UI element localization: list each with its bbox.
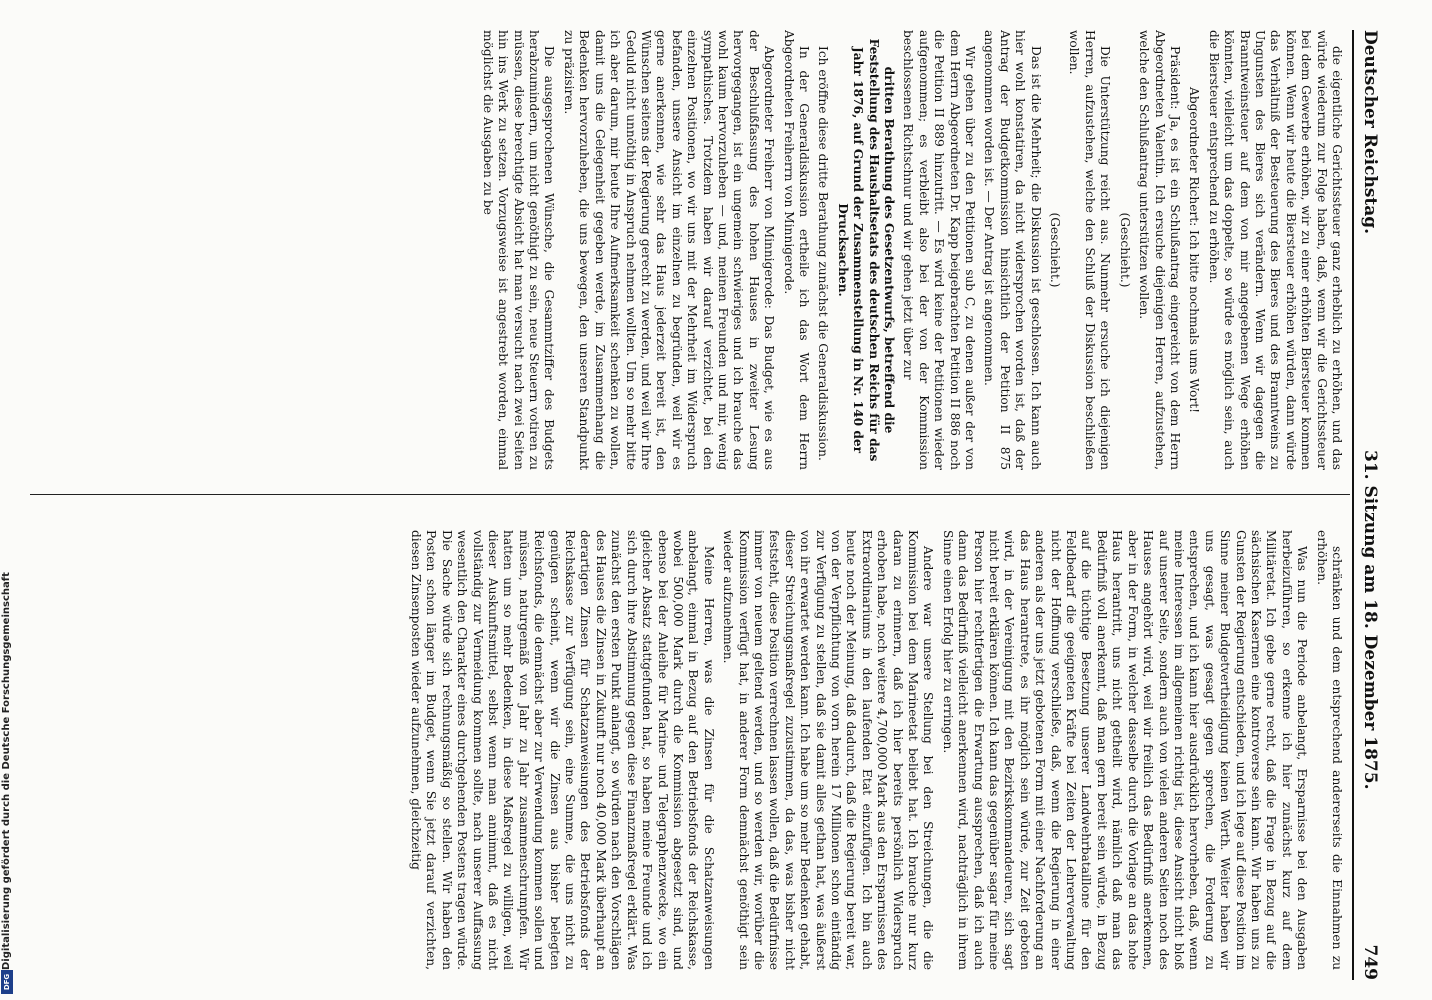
paragraph: Das ist die Mehrheit; die Diskussion ist geschlossen. Ich kann auch hier wohl konstatiren, da nicht widersprochen worden ist, daß der Antrag der Budgetkommission hinsichtlich der Petition II 875 angenommen worden ist. — Der Antrag ist angenommen.: [982, 30, 1043, 470]
stage-direction: (Geschieht.): [1117, 212, 1132, 288]
paragraph: schränken und dem entsprechend andererseits die Einnahmen zu erhöhen.: [1314, 530, 1344, 970]
paragraph: Ich eröffne diese dritte Berathung zunächst die Generaldiskussion.: [816, 46, 831, 461]
header-page-number: 749: [1360, 944, 1380, 980]
header-publication: Deutscher Reichstag.: [1360, 30, 1380, 235]
paragraph: Meine Herren, was die Zinsen für die Schatzanweisungen anbelangt, einmal in Bezug auf den Betriebsfonds der Reichskasse, wobei 500,000 Mark durch die Kommission abgesetzt sind, und ebenso bei der Anleihe für Marine- und Telegraphenzwecke, wo ein gleicher Absatz stattgefunden hat, so haben meine Freunde und ich sich durch ihre Abstimmung gegen diese Finanzmaßregel erklärt. Was zunächst den ersten Punkt anlangt, so würden nach den Vorschlägen des Hauses die Zinsen in Zukunft nur noch 40,000 Mark überhaupt an derartigen Zinsen für Schatzanweisungen des Betriebsfonds der Reichskasse zur Verfügung sein, eine Summe, die uns nicht zu genügen scheint, wenn wir die Zinsen aus bisher belegten Reichsfonds, die demnächst aber zur Verwendung kommen sollen und müssen, naturgemäß von Jahr zu Jahr zusammenschrumpfen. Wir hatten um so mehr Bedenken, in diese Maßregel zu willigen, weil dieser Auskunftsmittel, selbst wenn man annimmt, daß es nicht vollständig zur Vermeidung kommen sollte, nach unserer Auffassung wesentlich den Charakter eines durchgehenden Postens tragen würde. Die Sache würde sich rechnungsmäßig so stellen. Wir haben den Posten schon länger im Budget, wenn Sie jetzt darauf verzichten, diesen Zinsenposten wieder aufzunehmen, gleichzeitig: [409, 530, 716, 970]
dfg-logo-text: DFG: [3, 973, 11, 991]
digitization-credit-text: Digitalisierung gefördert durch die Deutsche Forschungsgemeinschaft: [1, 572, 12, 970]
agenda-heading: dritten Berathung des Gesetzentwurfs, betreffend die Feststellung des Haushaltsetats des deutschen Reichs für das Jahr 1876, auf Grund der Zusammenstellung in Nr. 140 der Drucksachen.: [835, 38, 897, 462]
paragraph: Präsident: Ja, es ist ein Schlußantrag eingereicht von dem Herrn Abgeordneten Valentin. Ich ersuche diejenigen Herren, aufzustehen, welche den Schlußantrag unterstützen wollen.: [1137, 30, 1182, 470]
left-text-column: [54, 30, 1344, 470]
stage-direction: (Geschieht.): [1048, 212, 1063, 288]
column-divider: [30, 494, 1350, 495]
paragraph: Abgeordneter Freiherr von Minnigerode: Das Budget, wie es aus der Beschlußfassung des hohen Hauses in zweiter Lesung hervorgegangen, ist ein ungemein schwieriges und ich brauche das wohl kaum hervorzuheben — und, meinen Freunden und mir, wenig sympathisches. Trotzdem haben wir darauf verzichtet, bei den einzelnen Positionen, wo wir uns mit der Mehrheit im Widerspruch befanden, unsere Ansicht im einzelnen zu begründen, weil wir es gerne anerkennen, wie sehr das Haus jederzeit bereit ist, den Wünschen seitens der Regierung gerecht zu werden, und weil wir Ihre Geduld nicht unnöthig in Anspruch nehmen wollten. Um so mehr bitte ich aber darum, mir heute Ihre Aufmerksamkeit schenken zu wollen, damit uns die Gelegenheit gegeben werde, im Zusammenhang die Bedenken hervorzuheben, die uns bewegen, den unseren Standpunkt zu präzisiren.: [561, 30, 777, 470]
right-text-column: [54, 530, 1344, 970]
header-session: 31. Sitzung am 18. Dezember 1875.: [1360, 450, 1380, 790]
paragraph: die eigentliche Gerichtssteuer ganz erheblich zu erhöhen, und das würde wiederum zur Folge haben, daß, wenn wir die Gerichtssteuer bei dem Gewerbe erhöhen, wir zu einer erhöhten Biersteuer kommen können. Wenn wir heute die Biersteuer erhöhen würden, dann würde das Verhältniß der Besteuerung des Bieres und des Branntweins zu Ungunsten des Bieres sich verändern. Wenn wir dagegen die Branntweinsteuer auf dem von mir angegebenen Wege erhöhen könnten, vielleicht um das doppelte, so würde es möglich sein, auch die Biersteuer entsprechend zu erhöhen.: [1206, 30, 1344, 470]
paragraph: Andere war unsere Stellung bei den Streichungen, die die Kommission bei dem Marineetat beliebt hat. Ich brauche nur kurz daran zu erinnern, daß ich hier bereits persönlich Widerspruch erhoben habe, noch weitere 4,700,000 Mark aus den Ersparnissen des Extraordinariums in den laufenden Etat einzufügen. Ich bin auch heute noch der Meinung, daß dadurch, daß die Regierung bereit war, von der Verpflichtung von vorn herein 17 Millionen schon eintändig zur Verfügung zu stellen, daß sie damit alles gethan hat, was äußerst von ihr erwartet werden kann. Ich habe um so mehr Bedenken gehabt, dieser Streichungsmaßregel zuzustimmen, da das, was bisher nicht feststeht, diese Position verrechnen lassen wollen, daß die Bedürfnisse immer von neuem geltend werden, und so werden wir, worüber die Kommission verfügt hat, in anderer Form demnächst genöthigt sein wieder aufzunehmen.: [721, 530, 936, 970]
paragraph: Die ausgesprochenen Wünsche, die Gesammtziffer des Budgets herabzumindern, um nicht genöthigt zu sein, neue Steuern votiren zu müssen, diese berechtigte Absicht hat man versucht nach zwei Seiten hin ins Werk zu setzen. Vorzugsweise ist angestrebt worden, einmal möglichst die Ausgaben zu be: [480, 30, 557, 470]
page-header: [1352, 30, 1384, 980]
paragraph: Wir gehen über zu den Petitionen sub C, zu denen außer der von dem Herrn Abgeordneten Dr. Kapp beigebrachten Petition II 886 noch die Petition II 889 hinzutritt. — Es wird keine der Petitionen wieder aufgenommen; es verbleibt also bei der von der Kommission beschlossenen Richtschnur und wir gehen jetzt über zur: [901, 30, 978, 470]
paragraph: Die Unterstützung reicht aus. Nunmehr ersuche ich diejenigen Herren, aufzustehen, welche den Schluß der Diskussion beschließen wollen.: [1067, 30, 1113, 470]
paragraph: Abgeordneter Richert: Ich bitte nochmals ums Wort!: [1187, 87, 1202, 413]
paragraph: In der Generaldiskussion ertheile ich das Wort dem Herrn Abgeordneten Freiherrn von Minnigerode.: [781, 30, 811, 470]
paragraph: Was nun die Periode anbelangt, Ersparnisse bei den Ausgaben herbeizuführen, so erkenne ich hier zunächst kurz auf dem Militäretat. Ich gebe gerne recht, daß die Frage in Bezug auf die sächsischen Kasernen eine kontroverse sein kann. Wir haben uns zu Gunsten der Regierung entschieden, und ich lege auf diese Position im Sinne meiner Budgetvertheidigung keinen Werth. Weiter haben wir uns gesagt, was gesagt gegen sprechen, die Forderung zu entsprechen, und ich kann hier ausdrücklich hervorheben, daß, wenn meine Interessen im allgemeinen richtig ist, diese Ansicht nicht bloß auf unserer Seite, sondern auch von vielen anderen Seiten noch des Hauses angehört wird, weil wir freilich das Bedürfniß anerkennen, aber in der Form, in welcher dasselbe durch die Vorlage an das hohe Haus herantritt, uns nicht getheilt wird, nämlich daß man das Bedürfniß voll anerkennt, daß man gern bereit sein würde, in Bezug auf die tüchtige Besetzung unserer Landwehrbataillone für den Feldbedarf die geeigneten Kräfte bei Zeiten der Lehrerverwaltung nicht der Hoffnung verschließe, daß, wenn die Regierung in einer anderen als der uns jetzt gebotenen Form mit einer Nachforderung an das Haus herantrete, es ihr möglich sein würde, zur Zeit geboten wird, in der Vereinigung mit den Bezirkskommandeuren, sich sagt nicht bereit erklären können. Ich kann das gegenüber sagar für meine Person hier rechtfertigen die Erwartung aussprechen, daß ich auch dann das Bedürfniß vielleicht anerkennen wird, nachträglich in ihrem Sinne einen Erfolg hier zu erringen.: [940, 530, 1310, 970]
